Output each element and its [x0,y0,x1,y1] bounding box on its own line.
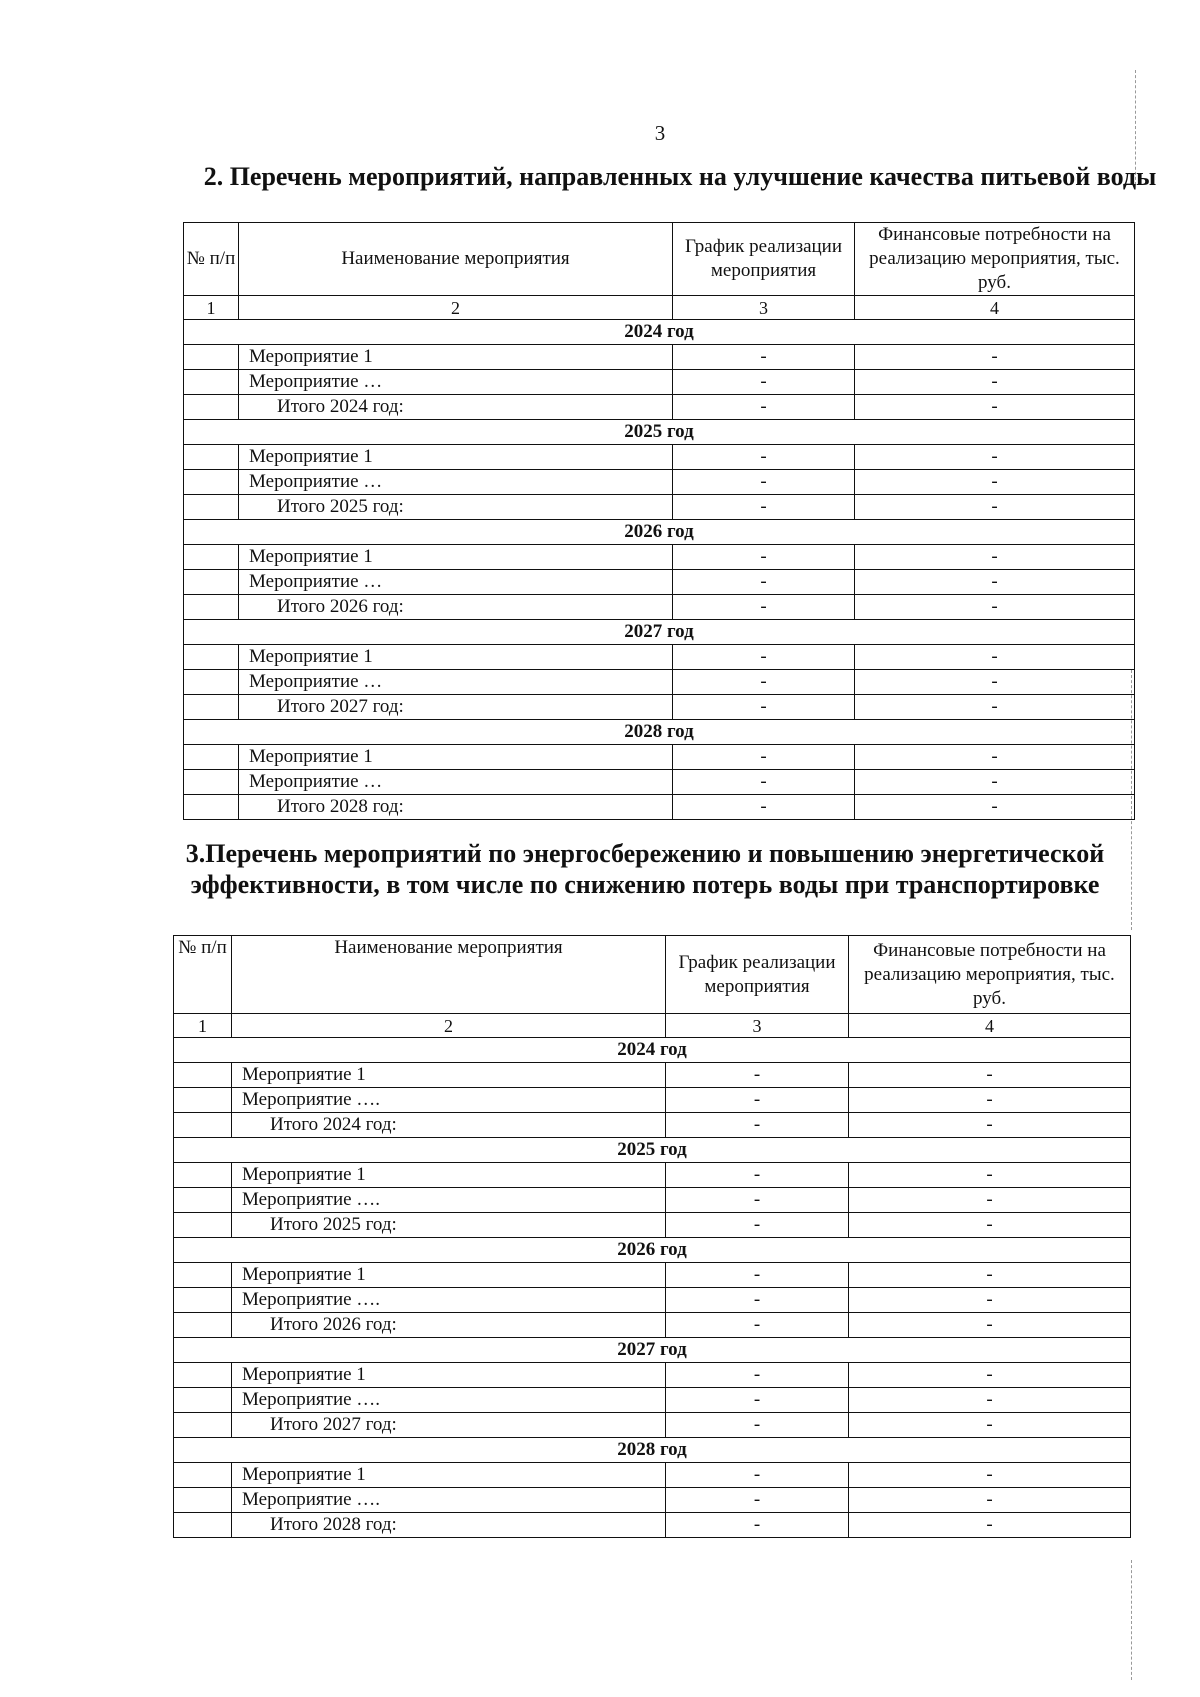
row-number-cell [184,570,239,595]
header-finance: Финансовые потребности на реализацию мероприятия, тыс. руб. [855,223,1135,296]
total-row [174,1113,1131,1138]
total-row [174,1513,1131,1538]
event-name: Мероприятие 1 [232,1463,666,1488]
year-label: 2025 год [174,1138,1131,1163]
row-number-cell [184,795,239,820]
event-name: Мероприятие 1 [232,1363,666,1388]
finance-cell: - [849,1388,1131,1413]
year-row [184,720,1135,745]
event-name: Мероприятие … [239,470,673,495]
finance-cell: - [855,470,1135,495]
year-label: 2028 год [174,1438,1131,1463]
schedule-cell: - [666,1288,849,1313]
finance-cell: - [855,645,1135,670]
schedule-cell: - [673,795,855,820]
column-number: 4 [855,296,1135,320]
schedule-cell: - [666,1188,849,1213]
finance-cell: - [849,1513,1131,1538]
row-number-cell [174,1088,232,1113]
finance-cell: - [855,445,1135,470]
year-label: 2026 год [184,520,1135,545]
schedule-cell: - [673,545,855,570]
row-number-cell [174,1288,232,1313]
finance-cell: - [849,1263,1131,1288]
table-row [174,1488,1131,1513]
table-row [174,1288,1131,1313]
year-label: 2026 год [174,1238,1131,1263]
row-number-cell [184,370,239,395]
year-row [174,1338,1131,1363]
column-number: 4 [849,1014,1131,1038]
page-number: 3 [654,121,666,145]
finance-cell: - [849,1413,1131,1438]
table-row [184,745,1135,770]
header-number: № п/п [184,223,239,296]
schedule-cell: - [666,1513,849,1538]
schedule-cell: - [673,695,855,720]
total-row [184,595,1135,620]
schedule-cell: - [666,1313,849,1338]
schedule-cell: - [673,745,855,770]
row-number-cell [174,1488,232,1513]
row-number-cell [184,745,239,770]
total-label: Итого 2024 год: [239,395,673,420]
year-label: 2024 год [174,1038,1131,1063]
year-label: 2028 год [184,720,1135,745]
row-number-cell [184,695,239,720]
schedule-cell: - [666,1088,849,1113]
row-number-cell [174,1513,232,1538]
schedule-cell: - [673,670,855,695]
row-number-cell [184,545,239,570]
year-row [174,1238,1131,1263]
schedule-cell: - [666,1063,849,1088]
header-finance: Финансовые потребности на реализацию мероприятия, тыс. руб. [849,936,1131,1014]
schedule-cell: - [673,770,855,795]
row-number-cell [184,495,239,520]
header-event-name: Наименование мероприятия [239,223,673,296]
schedule-cell: - [666,1213,849,1238]
finance-cell: - [849,1463,1131,1488]
event-name: Мероприятие …. [232,1288,666,1313]
total-label: Итого 2028 год: [232,1513,666,1538]
column-number: 1 [184,296,239,320]
column-number-row [174,1014,1131,1038]
finance-cell: - [855,695,1135,720]
event-name: Мероприятие 1 [232,1263,666,1288]
schedule-cell: - [673,495,855,520]
finance-cell: - [855,745,1135,770]
table-row [184,470,1135,495]
row-number-cell [184,670,239,695]
schedule-cell: - [666,1263,849,1288]
header-schedule: График реализации мероприятия [666,936,849,1014]
event-name: Мероприятие 1 [239,645,673,670]
table-row [184,370,1135,395]
finance-cell: - [849,1188,1131,1213]
total-row [174,1213,1131,1238]
header-schedule: График реализации мероприятия [673,223,855,296]
event-name: Мероприятие 1 [232,1063,666,1088]
row-number-cell [174,1113,232,1138]
finance-cell: - [849,1288,1131,1313]
year-label: 2024 год [184,320,1135,345]
year-label: 2027 год [174,1338,1131,1363]
table-row [174,1088,1131,1113]
total-label: Итого 2026 год: [239,595,673,620]
row-number-cell [184,770,239,795]
schedule-cell: - [673,395,855,420]
row-number-cell [174,1463,232,1488]
total-row [174,1413,1131,1438]
finance-cell: - [849,1163,1131,1188]
event-name: Мероприятие 1 [239,345,673,370]
year-label: 2025 год [184,420,1135,445]
table-row [184,770,1135,795]
event-name: Мероприятие 1 [239,745,673,770]
table-row [174,1363,1131,1388]
table-row [184,545,1135,570]
finance-cell: - [849,1088,1131,1113]
event-name: Мероприятие 1 [239,545,673,570]
event-name: Мероприятие … [239,670,673,695]
total-row [184,695,1135,720]
schedule-cell: - [673,445,855,470]
header-event-name: Наименование мероприятия [232,936,666,1014]
table-row [174,1463,1131,1488]
section-2-table-body [184,320,1135,820]
year-row [174,1038,1131,1063]
event-name: Мероприятие … [239,570,673,595]
total-label: Итого 2027 год: [232,1413,666,1438]
row-number-cell [184,445,239,470]
schedule-cell: - [666,1413,849,1438]
column-number: 1 [174,1014,232,1038]
finance-cell: - [849,1063,1131,1088]
finance-cell: - [855,370,1135,395]
table-header-row [174,936,1131,1014]
total-label: Итого 2025 год: [239,495,673,520]
section-2-table [183,222,1135,820]
row-number-cell [174,1063,232,1088]
finance-cell: - [849,1113,1131,1138]
table-row [184,645,1135,670]
schedule-cell: - [666,1113,849,1138]
row-number-cell [174,1388,232,1413]
table-row [174,1263,1131,1288]
total-label: Итого 2027 год: [239,695,673,720]
finance-cell: - [849,1363,1131,1388]
finance-cell: - [849,1488,1131,1513]
section-3-table [173,935,1131,1538]
table-row [174,1063,1131,1088]
row-number-cell [184,595,239,620]
finance-cell: - [855,570,1135,595]
schedule-cell: - [673,570,855,595]
event-name: Мероприятие 1 [232,1163,666,1188]
year-row [184,420,1135,445]
year-row [184,620,1135,645]
schedule-cell: - [666,1363,849,1388]
row-number-cell [174,1413,232,1438]
table-row [184,670,1135,695]
schedule-cell: - [666,1163,849,1188]
schedule-cell: - [673,345,855,370]
column-number: 3 [666,1014,849,1038]
finance-cell: - [849,1313,1131,1338]
event-name: Мероприятие …. [232,1488,666,1513]
finance-cell: - [855,495,1135,520]
finance-cell: - [849,1213,1131,1238]
table-row [184,445,1135,470]
column-number-row [184,296,1135,320]
schedule-cell: - [666,1388,849,1413]
event-name: Мероприятие …. [232,1388,666,1413]
finance-cell: - [855,595,1135,620]
table-row [174,1188,1131,1213]
table-row [184,570,1135,595]
table-row [184,345,1135,370]
schedule-cell: - [673,470,855,495]
column-number: 2 [232,1014,666,1038]
total-row [184,795,1135,820]
row-number-cell [184,345,239,370]
total-label: Итого 2026 год: [232,1313,666,1338]
row-number-cell [184,645,239,670]
finance-cell: - [855,795,1135,820]
event-name: Мероприятие … [239,770,673,795]
table-row [174,1388,1131,1413]
section-2-title: 2. Перечень мероприятий, направленных на улучшение качества питьевой воды [203,162,1157,191]
event-name: Мероприятие 1 [239,445,673,470]
total-row [174,1313,1131,1338]
row-number-cell [174,1313,232,1338]
finance-cell: - [855,770,1135,795]
scan-edge-bottom [1131,1560,1132,1680]
year-row [174,1438,1131,1463]
column-number: 2 [239,296,673,320]
year-label: 2027 год [184,620,1135,645]
section-3-table-body [174,1038,1131,1538]
schedule-cell: - [666,1463,849,1488]
finance-cell: - [855,395,1135,420]
table-header-row [184,223,1135,296]
finance-cell: - [855,670,1135,695]
year-row [184,520,1135,545]
header-number: № п/п [174,936,232,1014]
finance-cell: - [855,345,1135,370]
row-number-cell [184,395,239,420]
row-number-cell [174,1188,232,1213]
event-name: Мероприятие …. [232,1088,666,1113]
finance-cell: - [855,545,1135,570]
schedule-cell: - [666,1488,849,1513]
row-number-cell [174,1213,232,1238]
column-number: 3 [673,296,855,320]
total-label: Итого 2028 год: [239,795,673,820]
year-row [174,1138,1131,1163]
schedule-cell: - [673,645,855,670]
total-row [184,495,1135,520]
row-number-cell [174,1263,232,1288]
section-3-title: 3.Перечень мероприятий по энергосбережению и повышению энергетической эффективности, в том числе по снижению потерь воды при транспортировке [185,839,1105,899]
total-row [184,395,1135,420]
schedule-cell: - [673,370,855,395]
schedule-cell: - [673,595,855,620]
event-name: Мероприятие … [239,370,673,395]
event-name: Мероприятие …. [232,1188,666,1213]
year-row [184,320,1135,345]
total-label: Итого 2024 год: [232,1113,666,1138]
row-number-cell [184,470,239,495]
row-number-cell [174,1163,232,1188]
row-number-cell [174,1363,232,1388]
total-label: Итого 2025 год: [232,1213,666,1238]
table-row [174,1163,1131,1188]
